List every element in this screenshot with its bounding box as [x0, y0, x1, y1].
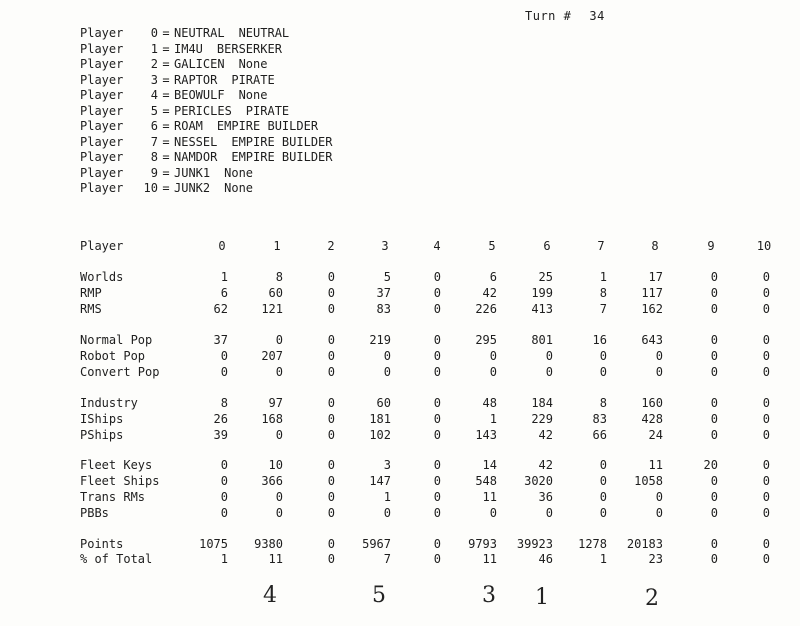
table-cell: 0 [710, 552, 718, 566]
table-row [0, 506, 800, 521]
table-cell: 0 [220, 458, 228, 472]
table-cell: 0 [383, 365, 391, 379]
table-row [0, 552, 800, 567]
table-cell: 0 [433, 506, 441, 520]
table-cell: 0 [710, 349, 718, 363]
table-cell: 0 [545, 506, 553, 520]
table-cell: 48 [482, 396, 497, 410]
table-cell: 37 [376, 286, 391, 300]
table-cell: 23 [648, 552, 663, 566]
table-cell: 0 [710, 412, 718, 426]
player-index: 6 [150, 119, 158, 133]
player-name: GALICEN [174, 57, 225, 71]
table-cell: 643 [641, 333, 663, 347]
table-cell: 3 [383, 458, 391, 472]
player-label: Player [80, 181, 124, 195]
table-row [0, 270, 800, 285]
player-role: None [224, 165, 254, 180]
table-cell: 0 [220, 490, 228, 504]
turn-label: Turn # [525, 9, 572, 23]
table-cell: 3020 [524, 474, 553, 488]
table-cell: 121 [261, 302, 283, 316]
table-cell: 83 [592, 412, 607, 426]
table-cell: 1058 [634, 474, 663, 488]
table-cell: 0 [433, 474, 441, 488]
table-cell: 11 [648, 458, 663, 472]
table-cell: 0 [220, 506, 228, 520]
table-cell: 0 [327, 270, 335, 284]
table-row [0, 412, 800, 427]
table-cell: 0 [327, 333, 335, 347]
row-label: RMP [80, 286, 102, 300]
column-header: 0 [218, 239, 226, 253]
player-label: Player [80, 26, 124, 40]
table-cell: 102 [369, 428, 391, 442]
table-row [0, 537, 800, 552]
equals-sign: = [162, 119, 170, 133]
table-cell: 0 [489, 365, 497, 379]
player-label: Player [80, 103, 124, 118]
table-cell: 0 [433, 552, 441, 566]
table-cell: 0 [762, 474, 770, 488]
table-cell: 62 [213, 302, 228, 316]
table-row [0, 333, 800, 348]
player-index: 3 [150, 72, 158, 87]
table-cell: 66 [592, 428, 607, 442]
table-cell: 0 [327, 302, 335, 316]
table-cell: 0 [655, 349, 663, 363]
table-cell: 0 [275, 333, 283, 347]
table-cell: 0 [433, 333, 441, 347]
table-cell: 1075 [199, 537, 228, 551]
player-index: 9 [150, 165, 158, 180]
table-cell: 0 [762, 537, 770, 551]
player-role: EMPIRE BUILDER [216, 119, 319, 133]
row-label: Fleet Keys [80, 458, 153, 472]
table-cell: 0 [655, 506, 663, 520]
table-row [0, 286, 800, 301]
table-cell: 0 [327, 458, 335, 472]
table-cell: 0 [599, 490, 607, 504]
player-name: IM4U [174, 41, 203, 56]
table-cell: 1 [220, 270, 228, 284]
table-cell: 0 [220, 474, 228, 488]
table-cell: 0 [710, 270, 718, 284]
table-cell: 0 [327, 396, 335, 410]
table-cell: 0 [433, 286, 441, 300]
table-cell: 0 [710, 333, 718, 347]
equals-sign: = [162, 72, 170, 87]
player-label: Player [80, 165, 124, 180]
table-cell: 0 [433, 396, 441, 410]
column-header: 9 [707, 239, 715, 253]
row-label: Points [80, 537, 124, 551]
equals-sign: = [162, 41, 170, 56]
table-cell: 0 [489, 506, 497, 520]
table-cell: 162 [641, 302, 663, 316]
player-role: None [224, 181, 254, 195]
table-cell: 20183 [626, 537, 663, 551]
table-cell: 548 [475, 474, 497, 488]
table-row [0, 365, 800, 380]
row-label: PShips [80, 428, 124, 442]
table-cell: 1 [599, 552, 607, 566]
table-cell: 181 [369, 412, 391, 426]
table-cell: 0 [433, 458, 441, 472]
player-role: PIRATE [245, 103, 290, 118]
player-name: BEOWULF [174, 88, 225, 102]
table-cell: 8 [599, 396, 607, 410]
table-cell: 0 [762, 270, 770, 284]
table-cell: 0 [327, 365, 335, 379]
player-index: 2 [150, 57, 158, 71]
table-cell: 0 [275, 490, 283, 504]
table-cell: 24 [648, 428, 663, 442]
ranking-mark: 1 [535, 585, 549, 610]
table-cell: 0 [327, 349, 335, 363]
table-cell: 0 [762, 396, 770, 410]
column-header: 3 [381, 239, 389, 253]
ranking-mark: 2 [645, 586, 659, 611]
table-cell: 10 [268, 458, 283, 472]
table-cell: 0 [275, 428, 283, 442]
table-cell: 0 [762, 458, 770, 472]
player-index: 0 [150, 26, 158, 40]
row-label: IShips [80, 412, 124, 426]
player-name: NESSEL [174, 134, 218, 149]
equals-sign: = [162, 26, 170, 40]
table-header-row [0, 239, 800, 254]
player-name: NEUTRAL [174, 26, 225, 40]
player-index: 5 [150, 103, 158, 118]
player-role: None [238, 57, 268, 71]
table-cell: 0 [433, 302, 441, 316]
table-cell: 20 [703, 458, 718, 472]
row-label: % of Total [80, 552, 153, 566]
player-label: Player [80, 150, 124, 164]
table-cell: 0 [433, 349, 441, 363]
player-role: None [238, 88, 268, 102]
row-label: Worlds [80, 270, 124, 284]
table-cell: 0 [762, 333, 770, 347]
player-label: Player [80, 88, 124, 102]
table-cell: 1 [599, 270, 607, 284]
table-cell: 0 [327, 474, 335, 488]
column-header: 2 [327, 239, 335, 253]
equals-sign: = [162, 88, 170, 102]
table-cell: 42 [538, 428, 553, 442]
table-cell: 46 [538, 552, 553, 566]
table-cell: 0 [710, 506, 718, 520]
table-cell: 37 [213, 333, 228, 347]
player-label: Player [80, 119, 124, 133]
table-row [0, 474, 800, 489]
table-cell: 219 [369, 333, 391, 347]
table-cell: 0 [710, 396, 718, 410]
table-cell: 1 [489, 412, 497, 426]
table-cell: 26 [213, 412, 228, 426]
table-cell: 0 [275, 506, 283, 520]
player-index: 4 [150, 88, 158, 102]
player-name: PERICLES [174, 103, 232, 118]
table-cell: 0 [710, 474, 718, 488]
ranking-mark: 5 [372, 583, 386, 608]
row-label: Convert Pop [80, 365, 160, 379]
row-label: Industry [80, 396, 138, 410]
table-cell: 0 [599, 474, 607, 488]
table-cell: 0 [327, 552, 335, 566]
row-label: Normal Pop [80, 333, 153, 347]
player-role: NEUTRAL [238, 26, 290, 40]
table-cell: 147 [369, 474, 391, 488]
player-index: 8 [150, 150, 158, 164]
table-cell: 295 [475, 333, 497, 347]
column-header: 4 [433, 239, 441, 253]
table-cell: 0 [275, 365, 283, 379]
row-label: Trans RMs [80, 490, 146, 504]
player-index: 1 [150, 41, 158, 56]
table-cell: 0 [762, 286, 770, 300]
row-label: Robot Pop [80, 349, 146, 363]
table-cell: 60 [268, 286, 283, 300]
table-cell: 413 [531, 302, 553, 316]
table-cell: 801 [531, 333, 553, 347]
table-cell: 0 [433, 490, 441, 504]
table-cell: 42 [538, 458, 553, 472]
player-role: BERSERKER [216, 41, 282, 56]
table-cell: 226 [475, 302, 497, 316]
table-cell: 160 [641, 396, 663, 410]
table-cell: 8 [275, 270, 283, 284]
table-cell: 0 [655, 365, 663, 379]
table-cell: 0 [327, 490, 335, 504]
table-cell: 1 [383, 490, 391, 504]
table-cell: 11 [482, 490, 497, 504]
table-cell: 60 [376, 396, 391, 410]
table-cell: 229 [531, 412, 553, 426]
table-cell: 0 [762, 349, 770, 363]
table-cell: 5 [383, 270, 391, 284]
table-cell: 428 [641, 412, 663, 426]
table-cell: 0 [545, 349, 553, 363]
table-cell: 39923 [516, 537, 553, 551]
table-cell: 0 [545, 365, 553, 379]
player-role: EMPIRE BUILDER [231, 150, 333, 164]
table-cell: 17 [648, 270, 663, 284]
player-label: Player [80, 41, 124, 56]
table-cell: 0 [762, 490, 770, 504]
table-cell: 1 [220, 552, 228, 566]
table-cell: 0 [599, 506, 607, 520]
player-name: JUNK1 [174, 165, 211, 180]
table-row [0, 458, 800, 473]
table-cell: 0 [599, 458, 607, 472]
table-cell: 9380 [254, 537, 283, 551]
table-cell: 7 [599, 302, 607, 316]
ranking-mark: 3 [482, 583, 496, 608]
player-label: Player [80, 57, 124, 71]
table-cell: 0 [327, 428, 335, 442]
table-cell: 0 [327, 537, 335, 551]
player-index: 10 [143, 181, 158, 195]
table-cell: 97 [268, 396, 283, 410]
table-cell: 0 [710, 365, 718, 379]
equals-sign: = [162, 181, 170, 195]
table-cell: 6 [489, 270, 497, 284]
table-cell: 0 [327, 506, 335, 520]
table-cell: 0 [327, 412, 335, 426]
table-cell: 8 [220, 396, 228, 410]
table-cell: 83 [376, 302, 391, 316]
row-label: PBBs [80, 506, 109, 520]
table-cell: 0 [762, 412, 770, 426]
table-cell: 0 [327, 286, 335, 300]
row-label: RMS [80, 302, 102, 316]
table-cell: 25 [538, 270, 553, 284]
table-cell: 199 [531, 286, 553, 300]
table-cell: 6 [220, 286, 228, 300]
column-header: 10 [756, 239, 772, 253]
equals-sign: = [162, 103, 170, 118]
table-cell: 0 [710, 428, 718, 442]
column-header: 5 [488, 239, 496, 253]
table-cell: 168 [261, 412, 283, 426]
equals-sign: = [162, 57, 170, 71]
table-header-label: Player [80, 239, 124, 253]
table-cell: 0 [710, 302, 718, 316]
table-cell: 39 [213, 428, 228, 442]
player-role: PIRATE [231, 72, 275, 87]
equals-sign: = [162, 150, 170, 164]
ranking-mark: 4 [263, 583, 277, 608]
table-cell: 0 [433, 412, 441, 426]
table-cell: 366 [261, 474, 283, 488]
table-cell: 7 [383, 552, 391, 566]
table-cell: 11 [268, 552, 283, 566]
turn-number: 34 [589, 9, 605, 23]
table-cell: 0 [762, 428, 770, 442]
player-name: NAMDOR [174, 150, 218, 164]
table-cell: 9793 [468, 537, 497, 551]
table-cell: 0 [762, 552, 770, 566]
table-cell: 0 [710, 490, 718, 504]
table-cell: 0 [762, 365, 770, 379]
table-cell: 0 [220, 349, 228, 363]
table-cell: 0 [710, 286, 718, 300]
table-row [0, 302, 800, 317]
table-cell: 42 [482, 286, 497, 300]
column-header: 1 [273, 239, 281, 253]
table-cell: 8 [599, 286, 607, 300]
table-cell: 0 [489, 349, 497, 363]
table-row [0, 349, 800, 364]
table-cell: 143 [475, 428, 497, 442]
player-role: EMPIRE BUILDER [231, 134, 333, 149]
table-cell: 14 [482, 458, 497, 472]
player-name: JUNK2 [174, 181, 211, 195]
player-label: Player [80, 134, 124, 149]
table-cell: 0 [220, 365, 228, 379]
table-cell: 0 [433, 537, 441, 551]
table-cell: 0 [433, 270, 441, 284]
table-cell: 36 [538, 490, 553, 504]
table-row [0, 428, 800, 443]
table-cell: 184 [531, 396, 553, 410]
player-label: Player [80, 72, 124, 87]
player-index: 7 [150, 134, 158, 149]
column-header: 8 [651, 239, 659, 253]
table-cell: 0 [433, 365, 441, 379]
table-cell: 0 [433, 428, 441, 442]
table-cell: 0 [383, 506, 391, 520]
table-cell: 117 [641, 286, 663, 300]
table-cell: 1278 [578, 537, 607, 551]
table-cell: 207 [261, 349, 283, 363]
table-cell: 0 [762, 506, 770, 520]
row-label: Fleet Ships [80, 474, 160, 488]
equals-sign: = [162, 134, 170, 149]
table-row [0, 396, 800, 411]
table-cell: 0 [383, 349, 391, 363]
player-name: RAPTOR [174, 72, 218, 87]
table-cell: 0 [599, 349, 607, 363]
table-cell: 0 [710, 537, 718, 551]
column-header: 7 [597, 239, 605, 253]
column-header: 6 [543, 239, 551, 253]
table-cell: 0 [599, 365, 607, 379]
table-cell: 0 [655, 490, 663, 504]
equals-sign: = [162, 165, 170, 180]
table-cell: 5967 [362, 537, 391, 551]
table-cell: 16 [592, 333, 607, 347]
player-name: ROAM [174, 119, 203, 133]
table-cell: 0 [762, 302, 770, 316]
table-cell: 11 [482, 552, 497, 566]
table-row [0, 490, 800, 505]
